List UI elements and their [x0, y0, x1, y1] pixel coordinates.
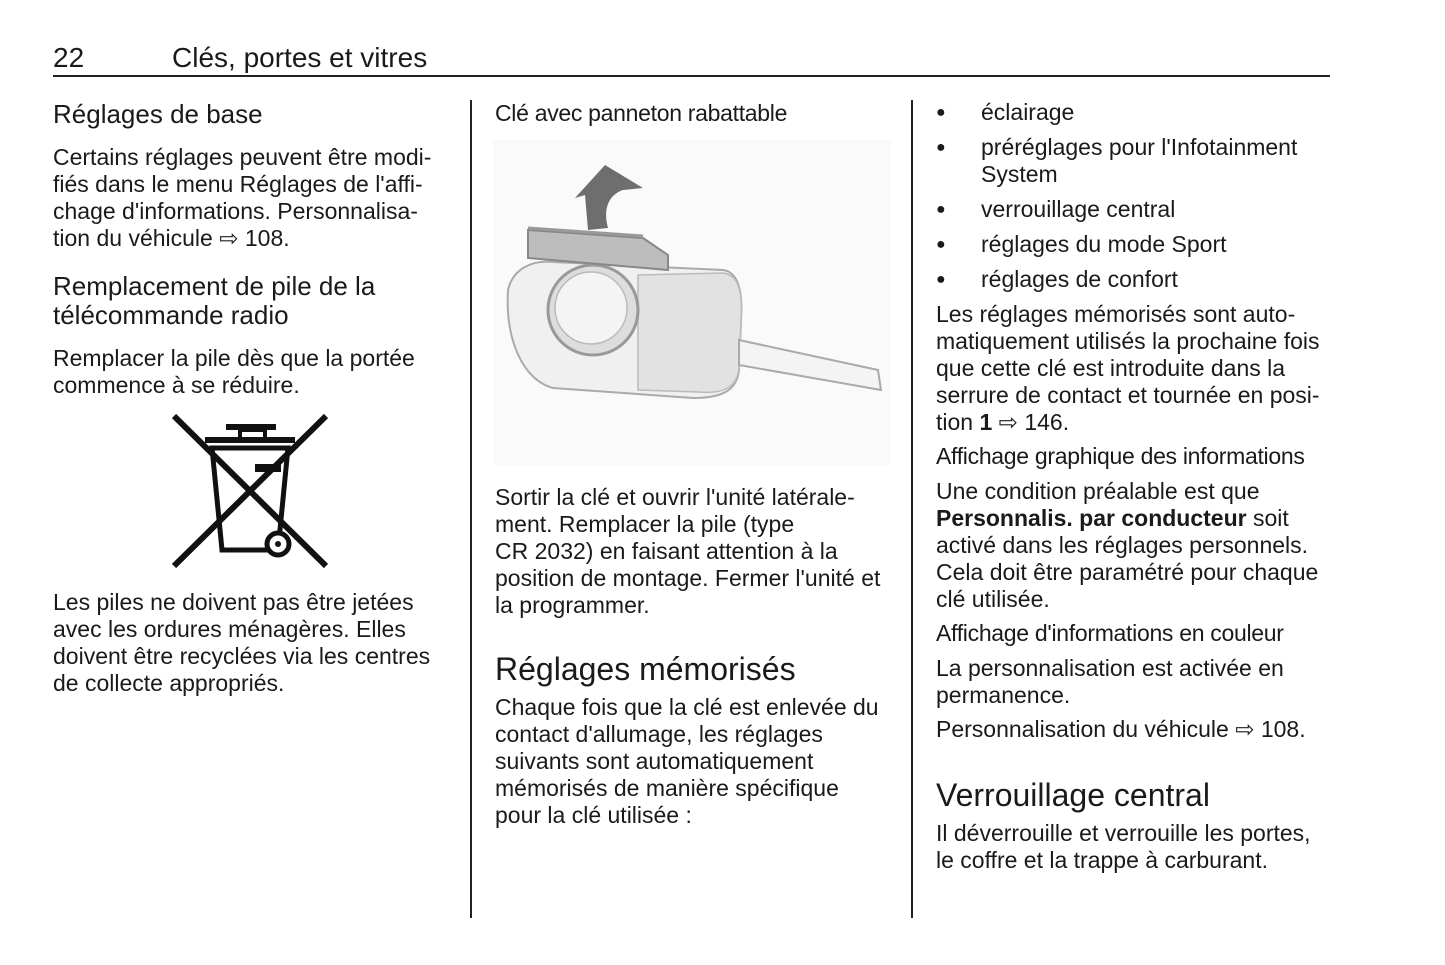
bullet-icon: ●	[936, 271, 946, 288]
text-line: clé utilisée.	[936, 586, 1050, 612]
text-line: le coffre et la trappe à carburant.	[936, 847, 1268, 873]
paragraph	[53, 144, 431, 252]
bold-text: 1	[979, 409, 993, 435]
bullet-icon: ●	[936, 139, 946, 156]
bullet-text: préréglages pour l'Infotainment System	[981, 134, 1298, 187]
text-line: de collecte appropriés.	[53, 670, 285, 696]
text-line	[936, 409, 1320, 436]
subheading: Affichage graphique des informations	[936, 443, 1305, 469]
text-line: Une condition préalable est que	[936, 478, 1260, 504]
text-segment: ⇨ 146.	[992, 409, 1070, 435]
page-number: 22	[53, 42, 85, 73]
bullet-icon: ●	[936, 104, 946, 121]
chapter-title: Clés, portes et vitres	[172, 42, 428, 73]
text-line: doivent être recyclées via les centres	[53, 643, 431, 669]
bullet-text: réglages du mode Sport	[981, 231, 1227, 257]
section-heading: Réglages de base	[53, 99, 263, 129]
header-rule	[53, 75, 1330, 77]
text-line: fiés dans le menu Réglages de l'affi-	[53, 171, 423, 197]
key-battery-illustration	[493, 140, 891, 465]
bullet-text: réglages de confort	[981, 266, 1178, 292]
text-line: la programmer.	[495, 592, 650, 618]
section-heading	[53, 272, 453, 330]
text-line: permanence.	[936, 682, 1071, 708]
text-line: Personnalisation du véhicule ⇨ 108.	[936, 716, 1306, 742]
paragraph	[936, 716, 1306, 743]
text-line: télécommande radio	[53, 300, 289, 330]
paragraph	[53, 345, 415, 399]
bullet-icon: ●	[936, 201, 946, 218]
paragraph	[495, 694, 879, 829]
paragraph	[53, 589, 430, 697]
column-divider	[911, 100, 913, 918]
paragraph	[936, 820, 1311, 874]
crossed-out-bin-icon	[170, 412, 330, 570]
paragraph	[936, 655, 1284, 709]
text-line: position de montage. Fermer l'unité et	[495, 565, 881, 591]
subheading: Affichage d'informations en couleur	[936, 620, 1284, 646]
text-line: La personnalisation est activée en	[936, 655, 1284, 681]
text-line: Certains réglages peuvent être modi-	[53, 144, 432, 170]
text-line: Remplacement de pile de la	[53, 271, 376, 301]
text-line: CR 2032) en faisant attention à la	[495, 538, 838, 564]
text-line: pour la clé utilisée :	[495, 802, 692, 828]
text-line: tion du véhicule ⇨ 108.	[53, 225, 290, 251]
paragraph	[495, 484, 880, 619]
section-heading: Verrouillage central	[936, 777, 1210, 813]
paragraph	[936, 478, 1318, 613]
bullet-text: éclairage	[981, 99, 1075, 125]
bullet-icon: ●	[936, 236, 946, 253]
text-line: serrure de contact et tournée en posi-	[936, 382, 1320, 408]
text-line: chage d'informations. Personnalisa-	[53, 198, 418, 224]
text-segment: tion	[936, 409, 980, 435]
text-line: Les réglages mémorisés sont auto-	[936, 301, 1296, 327]
text-line: Il déverrouille et verrouille les portes,	[936, 820, 1311, 846]
text-line: mémorisés de manière spécifique	[495, 775, 839, 801]
text-line: avec les ordures ménagères. Elles	[53, 616, 406, 642]
text-line: matiquement utilisés la prochaine fois	[936, 328, 1320, 354]
text-line: Remplacer la pile dès que la portée	[53, 345, 415, 371]
bullet-text: verrouillage central	[981, 196, 1176, 222]
column-divider	[470, 100, 472, 918]
text-line: activé dans les réglages personnels.	[936, 532, 1309, 558]
paragraph	[936, 301, 1320, 436]
text-line	[936, 505, 1318, 532]
text-line: ment. Remplacer la pile (type	[495, 511, 795, 537]
text-segment: soit	[1246, 505, 1289, 531]
text-line: contact d'allumage, les réglages	[495, 721, 823, 747]
text-line: Cela doit être paramétré pour chaque	[936, 559, 1319, 585]
text-line: Les piles ne doivent pas être jetées	[53, 589, 414, 615]
text-line: que cette clé est introduite dans la	[936, 355, 1286, 381]
bold-text: Personnalis. par conducteur	[936, 505, 1247, 531]
text-line: suivants sont automatiquement	[495, 748, 814, 774]
text-line: Chaque fois que la clé est enlevée du	[495, 694, 879, 720]
figure-caption: Clé avec panneton rabattable	[495, 100, 788, 126]
text-line: commence à se réduire.	[53, 372, 300, 398]
section-heading: Réglages mémorisés	[495, 651, 796, 687]
text-line: Sortir la clé et ouvrir l'unité latérale-	[495, 484, 855, 510]
